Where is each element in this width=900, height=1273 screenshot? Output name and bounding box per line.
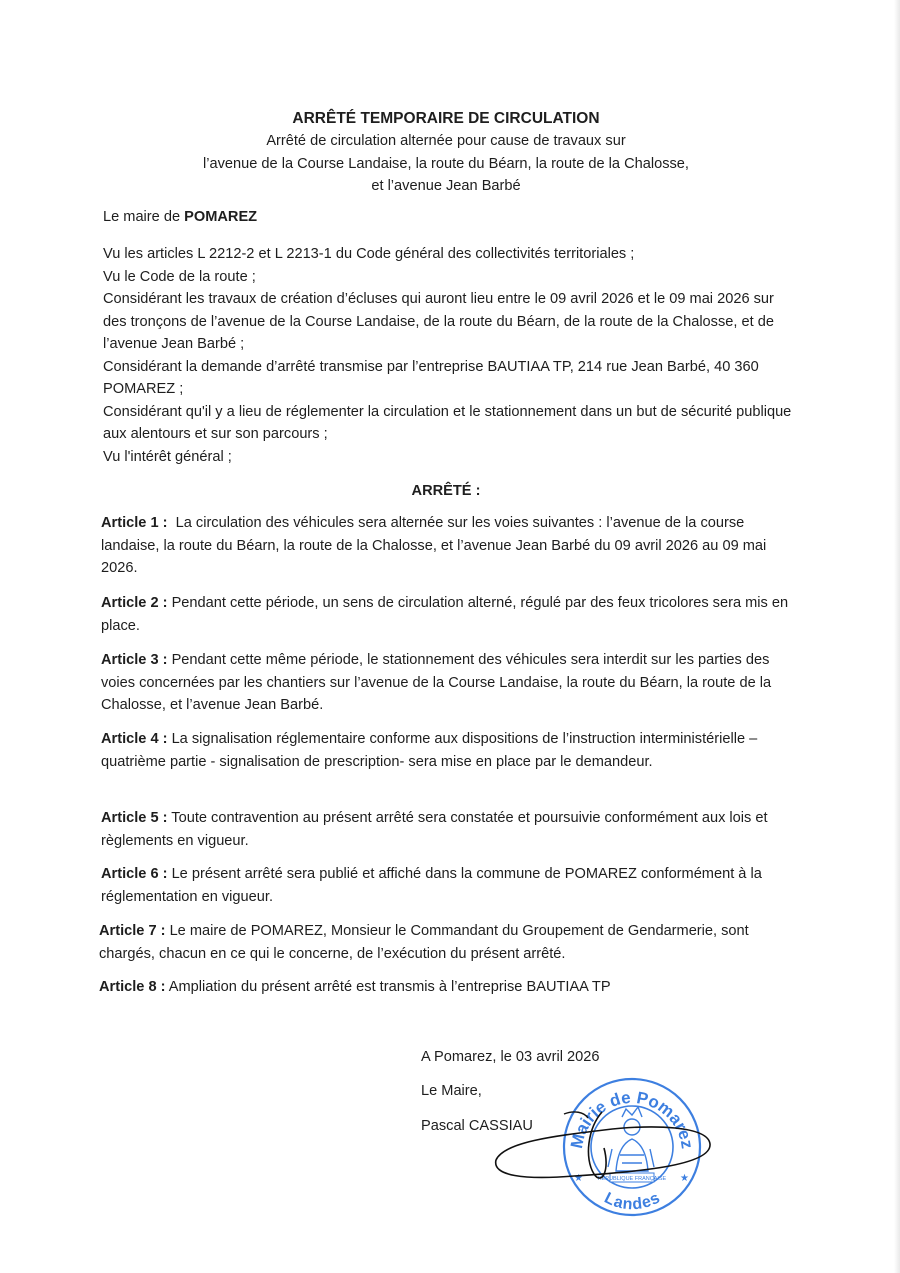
considerations-block: [103, 243, 793, 468]
mayor-line: [103, 206, 793, 229]
signatory-name: Pascal CASSIAU: [421, 1118, 533, 1134]
consideration-item: Considérant qu'il y a lieu de réglementer la circulation et le stationnement dans un but de sécurité publique aux alentours et sur son parcours ;: [103, 403, 792, 442]
article-5: [101, 807, 791, 852]
subtitle-line: l’avenue de la Course Landaise, la route du Béarn, la route de la Chalosse,: [203, 155, 689, 172]
subtitle-line: et l’avenue Jean Barbé: [371, 178, 521, 194]
commune-name: POMAREZ: [184, 209, 258, 225]
article-text: Pendant cette période, un sens de circulation alterné, régulé par des feux tricolores sera mis en place.: [101, 595, 793, 634]
arrete-heading: ARRÊTÉ :: [411, 483, 481, 499]
stamp-star-icon: ★: [680, 1173, 689, 1184]
consideration-item: Vu les articles L 2212-2 et L 2213-1 du Code général des collectivités territoriales ;: [103, 246, 635, 262]
article-text: Le maire de POMAREZ, Monsieur le Commandant du Groupement de Gendarmerie, sont chargés, chacun en ce qui le concerne, de l’exécution du présent arrêté.: [99, 923, 753, 962]
consideration-item: Vu le Code de la route ;: [103, 268, 256, 285]
article-text: Pendant cette même période, le stationnement des véhicules sera interdit sur les parties des voies concernées par les chantiers sur l’avenue de la Course Landaise, la route du Béarn, la route de la Chalosse, et l’avenue Jean Barbé.: [101, 652, 776, 713]
consideration-item: Considérant les travaux de création d’écluses qui auront lieu entre le 09 avril 2026 et le 09 mai 2026 sur des tronçons de l’avenue de la Course Landaise, de la route du Béarn, de la route de la Chalosse, et de l’avenue Jean Barbé ;: [103, 291, 774, 352]
article-4: [101, 728, 791, 773]
article-6: [101, 863, 791, 908]
stamp-star-icon: ★: [574, 1173, 583, 1184]
article-8: [99, 976, 789, 999]
article-3: [101, 649, 791, 717]
article-1: [101, 512, 791, 580]
article-2: [101, 592, 791, 637]
article-label: Article 5 :: [101, 810, 168, 826]
handwritten-signature: [484, 1108, 720, 1190]
stamp-arc-bottom: Landes: [601, 1189, 663, 1214]
article-text: Ampliation du présent arrêté est transmis à l’entreprise BAUTIAA TP: [165, 979, 611, 995]
consideration-item: Vu l'intérêt général ;: [103, 448, 232, 465]
svg-text:Landes: [601, 1190, 662, 1214]
article-text: La circulation des véhicules sera alternée sur les voies suivantes : l’avenue de la course landaise, la route du Béarn, la route de la Chalosse, et l’avenue Jean Barbé du 09 avril 2026 au 09 mai 2026.: [101, 515, 771, 576]
stamp-ribbon: RÉPUBLIQUE FRANÇAISE: [597, 1176, 667, 1182]
article-7: [99, 920, 789, 965]
mayor-prefix: Le maire de: [103, 209, 185, 225]
article-label: Article 6 :: [101, 866, 168, 882]
page-edge-shadow: [894, 0, 900, 1273]
place-date: A Pomarez, le 03 avril 2026: [421, 1049, 600, 1065]
document-header: [0, 108, 892, 198]
article-text: Le présent arrêté sera publié et affiché dans la commune de POMAREZ conformément à la réglementation en vigueur.: [101, 866, 766, 905]
article-label: Article 4 :: [101, 731, 168, 747]
signatory-role: Le Maire,: [421, 1083, 482, 1099]
article-text: La signalisation réglementaire conforme aux dispositions de l’instruction interministérielle –quatrième partie - signalisation de prescription- sera mise en place par le demandeur.: [101, 731, 758, 770]
document-title: ARRÊTÉ TEMPORAIRE DE CIRCULATION: [292, 110, 600, 127]
article-label: Article 3 :: [101, 652, 168, 668]
article-label: Article 7 :: [99, 923, 166, 939]
subtitle-line: Arrêté de circulation alternée pour cause de travaux sur: [266, 133, 626, 149]
consideration-item: Considérant la demande d’arrêté transmise par l’entreprise BAUTIAA TP, 214 rue Jean Barbé, 40 360 POMAREZ ;: [103, 358, 759, 397]
article-label: Article 2 :: [101, 595, 168, 611]
article-label: Article 1 :: [101, 515, 168, 531]
article-label: Article 8 :: [99, 979, 166, 995]
stamp-arc-top: Mairie de Pomarez: [566, 1087, 697, 1151]
article-text: Toute contravention au présent arrêté sera constatée et poursuivie conformément aux lois et règlements en vigueur.: [101, 810, 772, 849]
